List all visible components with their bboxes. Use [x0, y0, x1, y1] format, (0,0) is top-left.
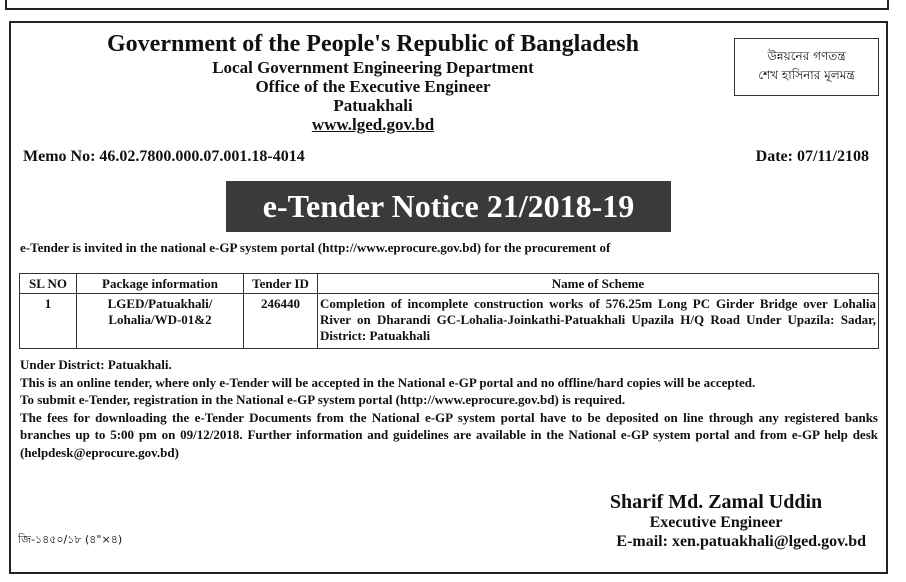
- header-tender-id: Tender ID: [244, 274, 318, 294]
- header-sl-no: SL NO: [20, 274, 77, 294]
- table-header-row: [20, 274, 879, 294]
- cell-sl-no: 1: [20, 294, 77, 349]
- department-name: Local Government Engineering Department: [212, 58, 534, 77]
- district-line: Under District: Patuakhali.: [20, 357, 172, 372]
- top-border-box: [5, 0, 889, 10]
- slogan-line-2: শেখ হাসিনার মূলমন্ত্র: [758, 68, 855, 82]
- registration-line: To submit e-Tender, registration in the National e-GP system portal (http://www.eprocure.gov.bd) is required.: [20, 392, 626, 407]
- header: [0, 30, 746, 135]
- government-title: Government of the People's Republic of Bangladesh: [107, 31, 639, 57]
- office-location: Patuakhali: [333, 96, 413, 115]
- tender-table: [19, 273, 879, 349]
- reference-code: জি-১৪৫০/১৮ (৪"×৪): [18, 533, 123, 546]
- slogan-box: [734, 38, 879, 96]
- notice-date: Date: 07/11/2108: [755, 148, 869, 165]
- invitation-text: e-Tender is invited in the national e-GP system portal (http://www.eprocure.gov.bd) for the procurement of: [20, 240, 611, 255]
- office-name: Office of the Executive Engineer: [255, 77, 491, 96]
- notice-body: [20, 356, 878, 461]
- table-row: [20, 294, 879, 349]
- cell-package: LGED/Patuakhali/ Lohalia/WD-01&2: [77, 294, 244, 349]
- website-link[interactable]: www.lged.gov.bd: [311, 115, 435, 134]
- slogan-line-1: উন্নয়নের গণতন্ত্র: [767, 49, 846, 63]
- fees-paragraph: The fees for downloading the e-Tender Documents from the National e-GP system portal have to be deposited on line through any registered banks branches up to 5:00 pm on 09/12/2018. Further information and guidelines are available in the National e-GP system portal and from e-GP help desk (helpdesk@eprocure.gov.bd): [20, 409, 878, 460]
- cell-scheme: Completion of incomplete construction works of 576.25m Long PC Girder Bridge over Lohalia River on Dharandi GC-Lohalia-Joinkathi-Patuakhali Upazila H/Q Road Under Upazila: Sadar, District: Patuakhali: [318, 294, 879, 349]
- online-tender-line: This is an online tender, where only e-Tender will be accepted in the National e-GP portal and no offline/hard copies will be accepted.: [20, 374, 756, 390]
- signatory-email: E-mail: xen.patuakhali@lged.gov.bd: [616, 533, 866, 550]
- header-package: Package information: [77, 274, 244, 294]
- signatory-name: Sharif Md. Zamal Uddin: [609, 491, 823, 513]
- header-scheme: Name of Scheme: [318, 274, 879, 294]
- memo-number: Memo No: 46.02.7800.000.07.001.18-4014: [23, 148, 305, 165]
- signatory-title: Executive Engineer: [649, 514, 783, 531]
- notice-title-banner: e-Tender Notice 21/2018-19: [226, 181, 671, 232]
- cell-tender-id: 246440: [244, 294, 318, 349]
